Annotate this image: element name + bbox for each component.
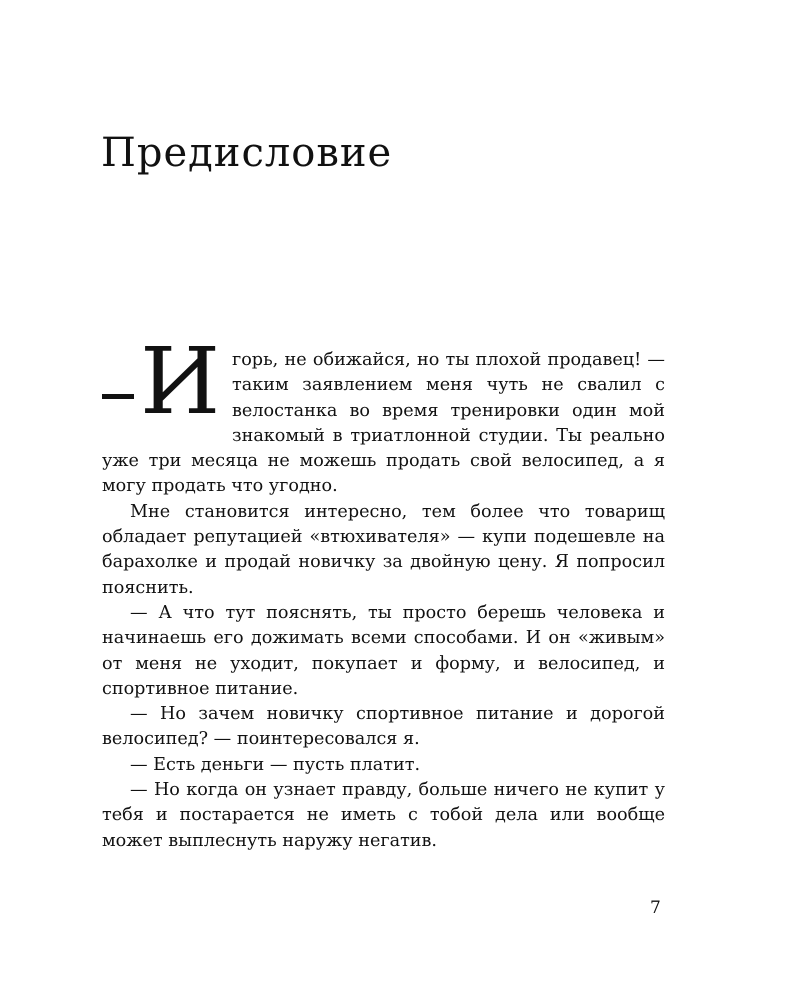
drop-cap-letter: И (140, 328, 221, 435)
page-number: 7 (650, 898, 661, 918)
paragraph-1: горь, не обижайся, но ты плохой продавец! — таким заявлением меня чуть не свалил с велостанка во время тренировки один мой знакомый в триатлонной студии. Ты реально уже три месяца не можешь продать свой велосипед, а я могу продать что угодно. (102, 350, 665, 497)
paragraph-3: — А что тут пояснять, ты просто берешь человека и начинаешь его дожимать всеми способами. И он «живым» от меня не уходит, покупает и форму, и велосипед, и спортивное питание. (102, 602, 665, 699)
paragraph-4: — Но зачем новичку спортивное питание и дорогой велосипед? — поинтересовался я. (102, 704, 665, 750)
drop-cap (102, 328, 232, 435)
body-text (102, 328, 665, 854)
paragraph-6: — Но когда он узнает правду, больше ничего не купит у тебя и постарается не иметь с тобой дела или вообще может выплеснуть наружу негатив. (102, 780, 665, 851)
chapter-title: Предисловие (101, 130, 393, 176)
paragraph-5: — Есть деньги — пусть платит. (130, 754, 421, 775)
drop-cap-dash (102, 394, 134, 399)
paragraph-2: Мне становится интересно, тем более что товарищ обладает репутацией «втюхивателя» — купи подешевле на барахолке и продай новичку за двойную цену. Я попросил пояснить. (102, 501, 665, 598)
